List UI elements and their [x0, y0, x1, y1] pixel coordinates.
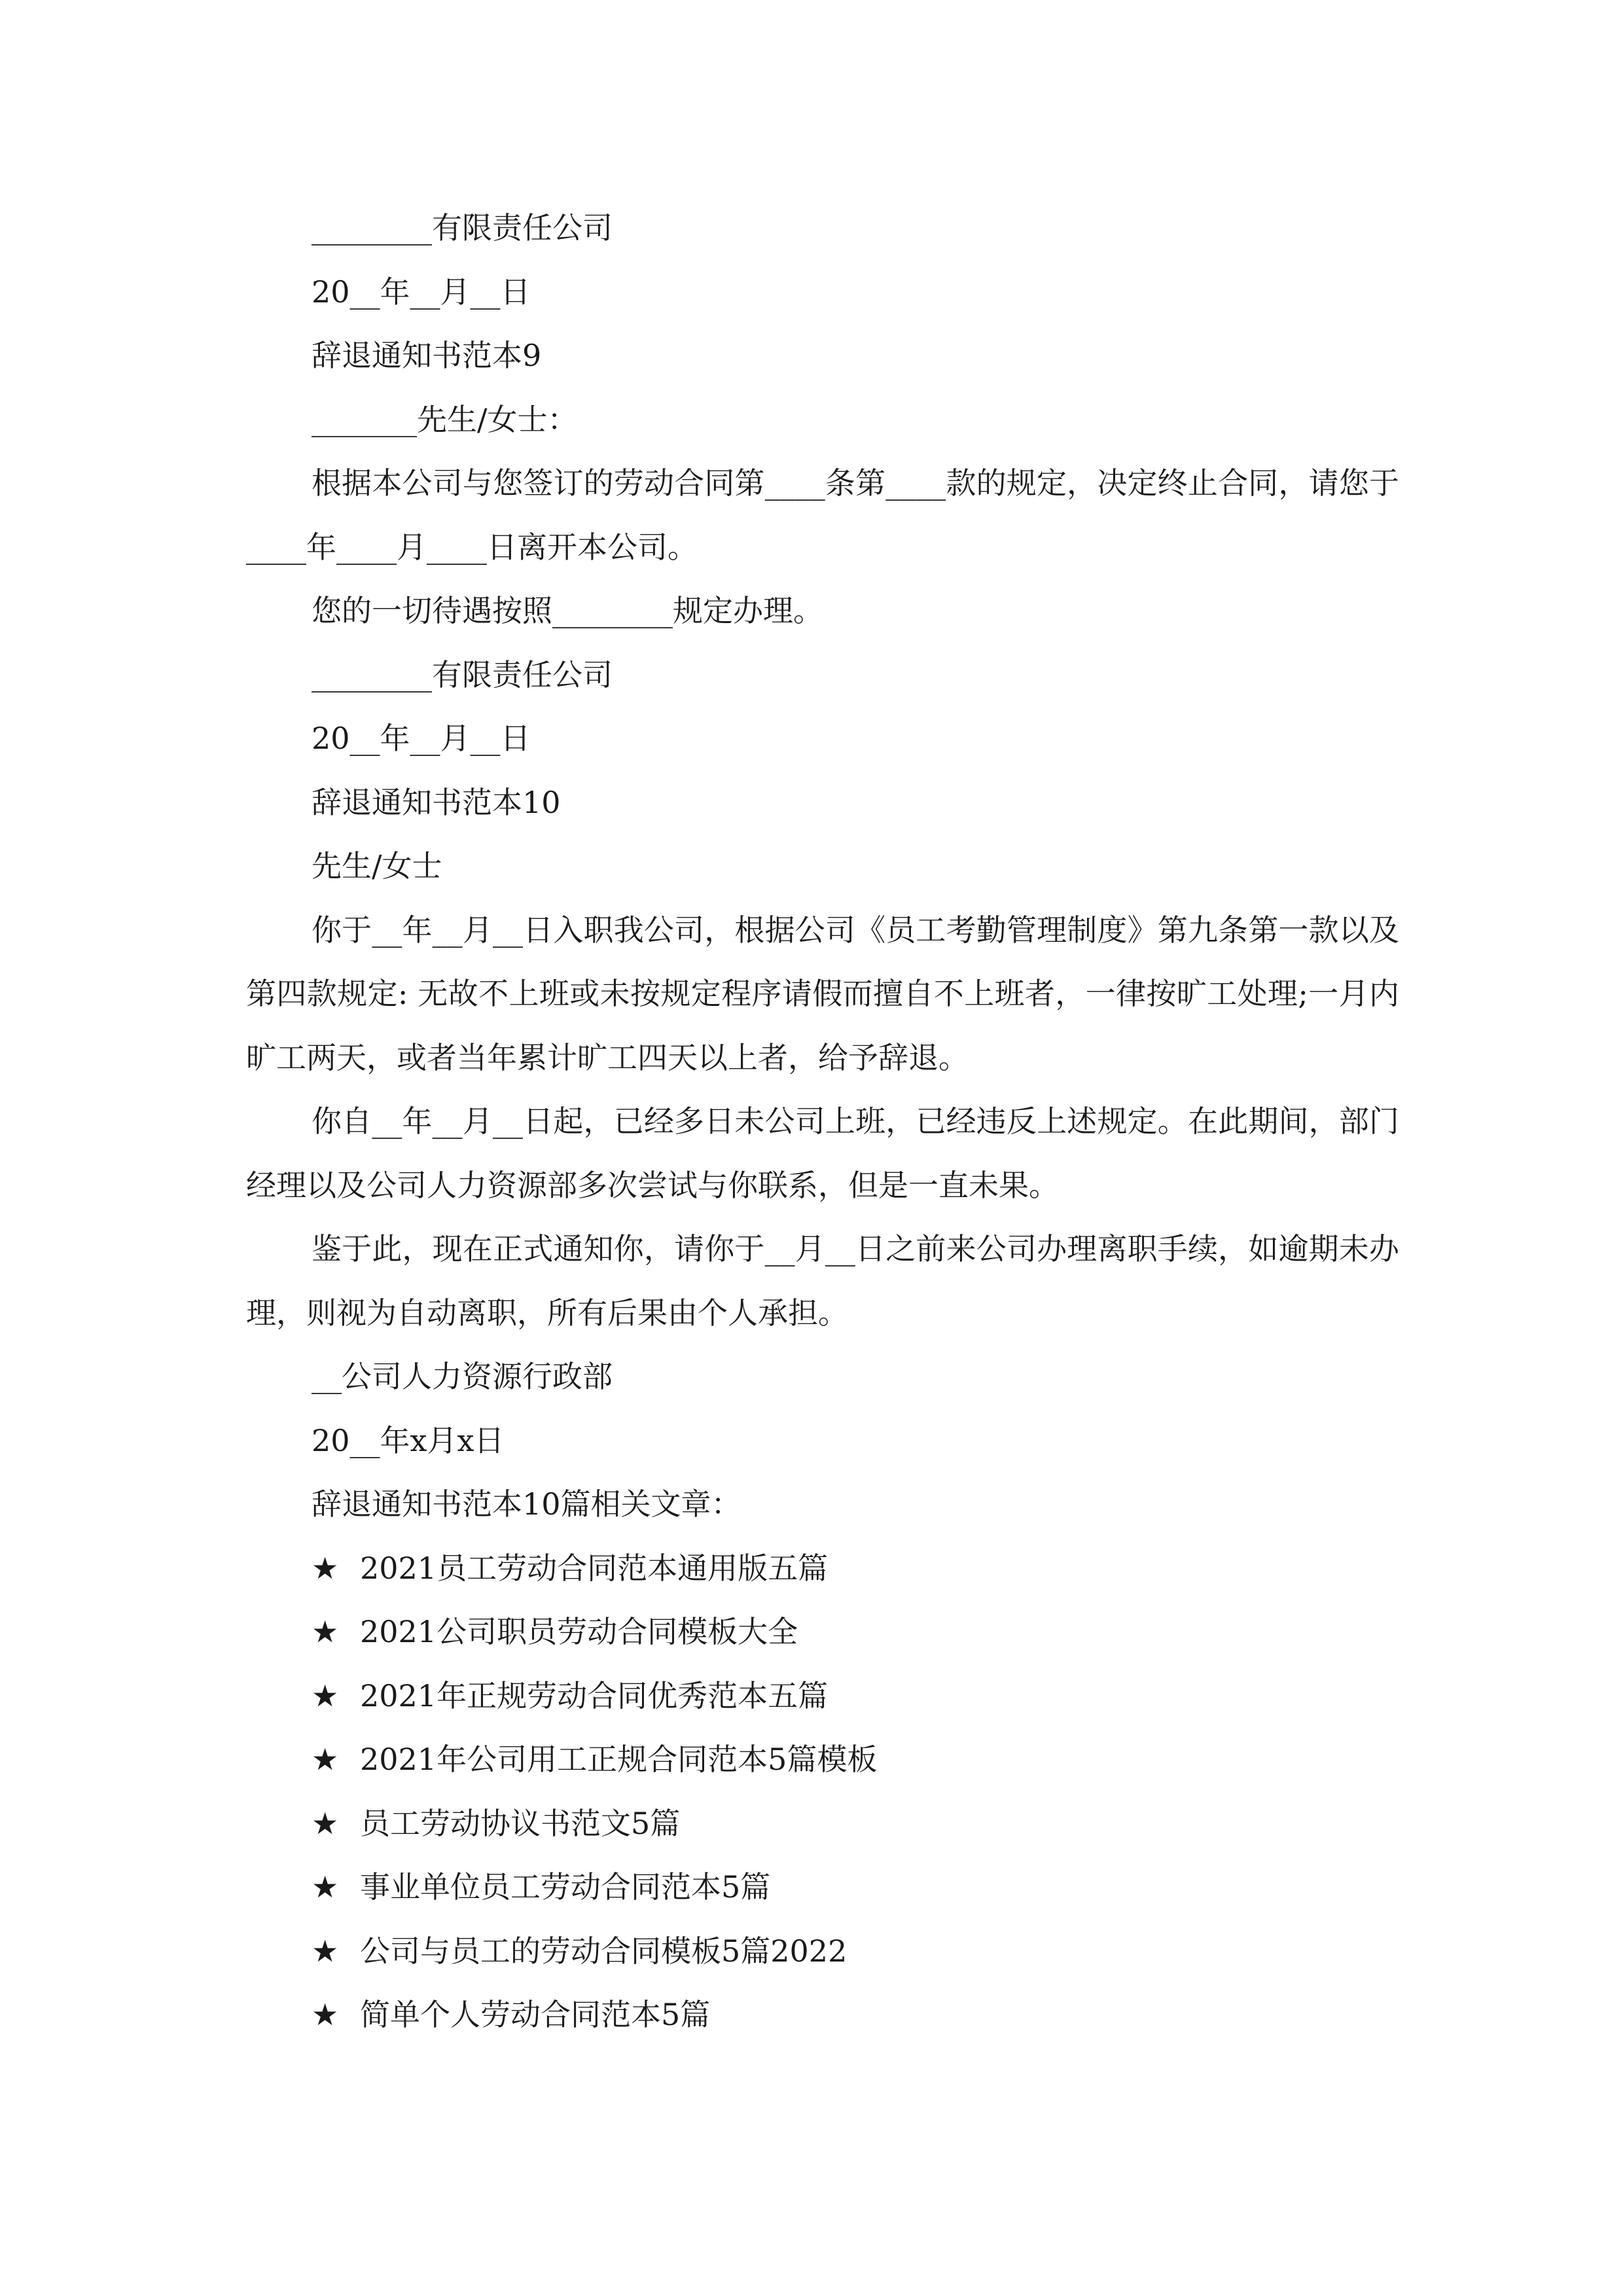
date-line: 20__年__月__日 — [312, 721, 531, 756]
star-icon: ★ — [312, 1997, 339, 2032]
date-line: 20__年__月__日 — [312, 274, 531, 310]
star-icon: ★ — [312, 1742, 339, 1777]
template-heading: 辞退通知书范本9 — [312, 338, 542, 373]
related-article-link[interactable] — [246, 1600, 1399, 1664]
related-article-link[interactable] — [246, 1920, 1399, 1984]
related-article-title: 事业单位员工劳动合同范本5篇 — [360, 1869, 771, 1905]
template-heading: 辞退通知书范本10 — [312, 784, 561, 820]
related-article-link[interactable] — [246, 1537, 1399, 1601]
star-icon: ★ — [312, 1933, 339, 1969]
salutation-line: _______先生/女士： — [312, 401, 578, 437]
related-article-title: 2021公司职员劳动合同模板大全 — [360, 1614, 798, 1649]
company-signature-line: ________有限责任公司 — [312, 656, 613, 692]
related-article-title: 2021年公司用工正规合同范本5篇模板 — [360, 1742, 878, 1777]
related-article-title: 简单个人劳动合同范本5篇 — [360, 1997, 711, 2032]
star-icon: ★ — [312, 1550, 339, 1586]
related-article-title: 2021员工劳动合同范本通用版五篇 — [360, 1550, 829, 1586]
date-line: 20__年x月x日 — [312, 1422, 505, 1458]
star-icon: ★ — [312, 1805, 339, 1841]
star-icon: ★ — [312, 1677, 339, 1713]
related-article-link[interactable] — [246, 1728, 1399, 1792]
hr-department-signature: __公司人力资源行政部 — [312, 1359, 613, 1394]
company-signature-line: ________有限责任公司 — [312, 210, 613, 245]
attendance-rule-paragraph: 你于__年__月__日入职我公司，根据公司《员工考勤管理制度》第九条第一款以及第四款规定: 无故不上班或未按规定程序请假而擅自不上班者，一律按旷工处理;一月内旷工两天，或者当年累计旷工四天以上者，给予辞退。 — [246, 912, 1399, 1075]
star-icon: ★ — [312, 1614, 339, 1649]
salutation-line: 先生/女士 — [312, 848, 442, 884]
related-articles-list — [246, 1537, 1399, 2047]
treatment-line: 您的一切待遇按照________规定办理。 — [312, 593, 823, 628]
related-article-title: 员工劳动协议书范文5篇 — [360, 1805, 681, 1841]
star-icon: ★ — [312, 1869, 339, 1905]
notice-paragraph: 鉴于此，现在正式通知你，请你于__月__日之前来公司办理离职手续，如逾期未办理，则视为自动离职，所有后果由个人承担。 — [246, 1231, 1399, 1331]
related-article-link[interactable] — [246, 1856, 1399, 1920]
related-articles-heading: 辞退通知书范本10篇相关文章： — [312, 1486, 741, 1522]
related-article-link[interactable] — [246, 1664, 1399, 1729]
document-body — [246, 196, 1399, 2047]
related-article-link[interactable] — [246, 1792, 1399, 1856]
related-article-title: 2021年正规劳动合同优秀范本五篇 — [360, 1677, 829, 1713]
absence-paragraph: 你自__年__月__日起，已经多日未公司上班，已经违反上述规定。在此期间，部门经理以及公司人力资源部多次尝试与你联系，但是一直未果。 — [246, 1103, 1399, 1203]
related-article-title: 公司与员工的劳动合同模板5篇2022 — [360, 1933, 847, 1969]
termination-paragraph: 根据本公司与您签订的劳动合同第____条第____款的规定，决定终止合同，请您于____年____月____日离开本公司。 — [246, 465, 1399, 565]
related-article-link[interactable] — [246, 1983, 1399, 2047]
